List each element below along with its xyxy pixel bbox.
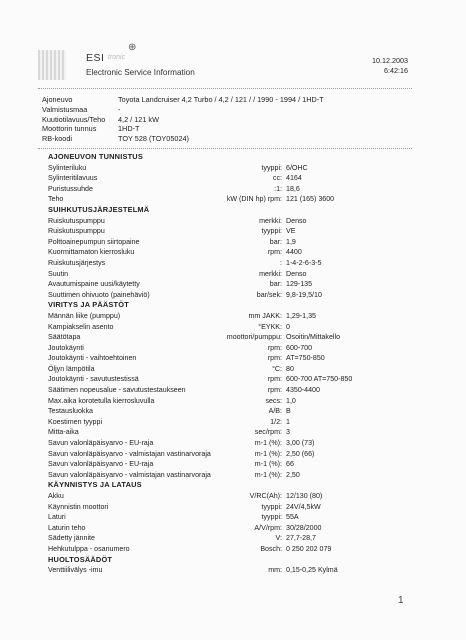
spec-unit: tyyppi:	[261, 227, 282, 236]
spec-label: Kuormittamaton kierrosluku	[48, 248, 135, 257]
spec-unit: tyyppi:	[261, 502, 282, 511]
spec-row	[48, 406, 388, 417]
header-time: 6:42:16	[384, 66, 408, 75]
page-number: 1	[398, 595, 404, 606]
vehicle-info-label: RB-koodi	[42, 134, 73, 144]
spec-unit: m-1 (%):	[254, 470, 282, 479]
spec-label: Joutokäynti	[48, 343, 84, 352]
vehicle-info-label: Moottorin tunnus	[42, 124, 97, 134]
spec-label: Teho	[48, 195, 64, 204]
spec-label: Joutokäynti - savutustestissä	[48, 375, 139, 384]
spec-value: 30/28/2000	[286, 523, 322, 532]
spec-row	[48, 353, 388, 364]
spec-row	[48, 544, 388, 555]
spec-row	[48, 512, 388, 523]
spec-table	[48, 152, 388, 576]
spec-unit: °C:	[272, 364, 282, 373]
spec-label: Ruiskutuspumppu	[48, 216, 105, 225]
spec-unit: A/B:	[268, 407, 282, 416]
spec-label: Männän liike (pumppu)	[48, 311, 121, 320]
vehicle-info-label: Kuutiotilavuus/Teho	[42, 114, 106, 124]
esi-logo-image	[38, 50, 66, 80]
spec-label: Puristussuhde	[48, 184, 93, 193]
vehicle-info-value: Toyota Landcruiser 4,2 Turbo / 4,2 / 121 / / 1990 - 1994 / 1HD-T	[118, 95, 324, 104]
spec-value: 2,50	[286, 470, 300, 479]
spec-value: Denso	[286, 269, 307, 278]
spec-unit: bar:	[269, 237, 282, 246]
vehicle-info-value: 1HD-T	[118, 124, 140, 134]
spec-value: 55A	[286, 513, 299, 522]
spec-value: 3	[286, 428, 290, 437]
spec-value: 1-4-2-6-3-5	[286, 258, 322, 267]
spec-label: Kampiakselin asento	[48, 322, 114, 331]
section-heading: VIRITYS JA PÄÄSTÖT	[48, 300, 129, 310]
spec-label: Polttoainepumpun siirtopaine	[48, 237, 140, 246]
spec-unit: tyyppi:	[261, 163, 282, 172]
spec-row	[48, 343, 388, 354]
spec-label: Koestimen tyyppi	[48, 417, 103, 426]
spec-unit: m-1 (%):	[254, 449, 282, 458]
section-heading: AJONEUVON TUNNISTUS	[48, 152, 143, 161]
spec-row	[48, 565, 388, 576]
spec-value: 66	[286, 460, 294, 469]
spec-label: Laturin teho	[48, 523, 86, 532]
vehicle-info-row	[42, 115, 324, 125]
spec-value: 4400	[286, 248, 302, 257]
spec-value: 129-135	[286, 280, 313, 289]
spec-value: 0,15-0,25 Kylmä	[286, 566, 338, 575]
spec-value: 1,0	[286, 396, 296, 405]
spec-row	[48, 470, 388, 481]
spec-label: Savun valonläpäisyarvo - EU-raja	[48, 460, 154, 469]
spec-value: 600-700 AT=750-850	[286, 375, 353, 384]
spec-value: VE	[286, 227, 296, 236]
vehicle-info-value: 4,2 / 121 kW	[118, 114, 159, 124]
spec-unit: rpm:	[267, 248, 282, 257]
spec-row	[48, 290, 388, 301]
spec-label: Ruiskutuspumppu	[48, 227, 105, 236]
spec-label: Hehkutulppa - osanumero	[48, 544, 130, 553]
spec-unit: merkki:	[259, 269, 282, 278]
spec-label: Sylinteriluku	[48, 163, 87, 172]
spec-unit: mm:	[268, 566, 282, 575]
spec-label: Savun valonläpäisyarvo - EU-raja	[48, 439, 154, 448]
spec-row	[48, 184, 388, 195]
spec-value: 9,8-19,5/10	[286, 290, 322, 299]
spec-unit: mm JAKK:	[248, 311, 282, 320]
spec-row	[48, 459, 388, 470]
spec-label: Sylinteritilavuus	[48, 174, 98, 183]
spec-row	[48, 502, 388, 513]
spec-row	[48, 173, 388, 184]
spec-row	[48, 332, 388, 343]
spec-value: 2,50 (66)	[286, 449, 315, 458]
header-divider	[38, 88, 412, 89]
vehicle-info-row	[42, 124, 324, 134]
spec-label: Mitta-aika	[48, 428, 79, 437]
spec-row	[48, 374, 388, 385]
spec-unit: kW (DIN hp) rpm:	[226, 195, 282, 204]
spec-unit: rpm:	[267, 343, 282, 352]
spec-unit: V:	[275, 534, 282, 543]
spec-label: Savun valonläpäisyarvo - valmistajan vastinarvoraja	[48, 449, 211, 458]
spec-unit: moottori/pumppu:	[226, 333, 282, 342]
spec-unit: bar/sek:	[256, 290, 282, 299]
spec-unit: secs:	[265, 396, 282, 405]
section-heading: SUIHKUTUSJÄRJESTELMÄ	[48, 204, 150, 214]
spec-unit: m-1 (%):	[254, 460, 282, 469]
spec-label: Suutin	[48, 269, 69, 278]
spec-unit: rpm:	[267, 354, 282, 363]
spec-row	[48, 237, 388, 248]
spec-row	[48, 226, 388, 237]
spec-value: B	[286, 407, 291, 416]
spec-value: 3,00 (73)	[286, 439, 315, 448]
spec-label: Säätimen nopeusalue - savutustestaukseen	[48, 386, 186, 395]
spec-unit: °EYKK:	[258, 322, 282, 331]
spec-label: Testausluokka	[48, 407, 93, 416]
header-datetime	[372, 56, 408, 76]
spec-row	[48, 216, 388, 227]
spec-value: 4164	[286, 174, 302, 183]
spec-label: Öljyn lämpötila	[48, 364, 95, 373]
spec-row	[48, 438, 388, 449]
spec-value: 6/OHC	[286, 163, 308, 172]
spec-value: Osoitin/Mittakello	[286, 333, 341, 342]
spec-row	[48, 258, 388, 269]
spec-value: 4350-4400	[286, 386, 320, 395]
spec-row	[48, 491, 388, 502]
spec-unit: Bosch:	[260, 544, 282, 553]
spec-row	[48, 396, 388, 407]
spec-row	[48, 523, 388, 534]
spec-row	[48, 247, 388, 258]
spec-value: 1	[286, 417, 290, 426]
spec-unit: :	[280, 258, 282, 267]
spec-unit: V/RC(Ah):	[249, 492, 282, 500]
spec-value: 0	[286, 322, 290, 331]
vehicle-info	[42, 95, 324, 144]
spec-unit: A/V/rpm:	[254, 523, 282, 532]
spec-row	[48, 427, 388, 438]
spec-unit: merkki:	[259, 216, 282, 225]
spec-label: Max.aika korotetulla kierrosluvulla	[48, 396, 155, 405]
spec-value: 0 250 202 079	[286, 544, 332, 553]
vehicle-info-row	[42, 105, 324, 115]
vehicle-info-label: Ajoneuvo	[42, 95, 73, 104]
logo-text: ESI	[86, 52, 105, 64]
spec-label: Akku	[48, 492, 64, 500]
spec-row	[48, 163, 388, 174]
spec-row	[48, 322, 388, 333]
spec-row	[48, 311, 388, 322]
spec-row	[48, 385, 388, 396]
vehicle-info-row	[42, 95, 324, 105]
spec-label: Säätötapa	[48, 333, 81, 342]
spec-label: Savun valonläpäisyarvo - valmistajan vastinarvoraja	[48, 470, 211, 479]
spec-value: 600-700	[286, 343, 313, 352]
spec-unit: sec/rpm:	[254, 428, 282, 437]
spec-value: AT=750-850	[286, 354, 325, 363]
spec-value: 18,6	[286, 184, 300, 193]
info-divider	[38, 148, 412, 149]
header-subtitle: Electronic Service Information	[86, 68, 195, 77]
spec-unit: :1:	[274, 184, 282, 193]
spec-value: 12/130 (80)	[286, 492, 323, 500]
bosch-logo-icon: ⊕	[128, 42, 137, 53]
spec-unit: tyyppi:	[261, 513, 282, 522]
spec-row	[48, 533, 388, 544]
spec-row	[48, 269, 388, 280]
spec-unit: rpm:	[267, 386, 282, 395]
section-heading: KÄYNNISTYS JA LATAUS	[48, 480, 142, 490]
spec-value: 121 (165) 3600	[286, 195, 335, 204]
spec-label: Ruiskutusjärjestys	[48, 258, 106, 267]
spec-value: Denso	[286, 216, 307, 225]
vehicle-info-value: -	[118, 104, 121, 114]
spec-label: Joutokäynti - vaihtoehtoinen	[48, 354, 137, 363]
spec-unit: m-1 (%):	[254, 439, 282, 448]
spec-value: 27,7-28,7	[286, 534, 316, 543]
spec-unit: 1/2:	[270, 417, 282, 426]
spec-row	[48, 449, 388, 460]
spec-unit: rpm:	[267, 375, 282, 384]
section-heading: HUOLTOSÄÄDÖT	[48, 554, 113, 564]
vehicle-info-row	[42, 134, 324, 144]
spec-value: 1,9	[286, 237, 296, 246]
vehicle-info-label: Valmistusmaa	[42, 104, 88, 114]
spec-value: 1,29-1,35	[286, 311, 316, 320]
spec-label: Avautumispaine uusi/käytetty	[48, 280, 140, 289]
spec-label: Käynnistin moottori	[48, 502, 109, 511]
spec-row	[48, 194, 388, 205]
spec-label: Venttiilivälys -imu	[48, 566, 103, 575]
header-date: 10.12.2003	[372, 56, 408, 65]
spec-row	[48, 279, 388, 290]
spec-unit: cc:	[272, 174, 282, 183]
spec-row	[48, 364, 388, 375]
spec-row	[48, 417, 388, 428]
spec-label: Laturi	[48, 513, 66, 522]
vehicle-info-value: TOY 528 (TOY05024)	[118, 134, 189, 144]
spec-label: Suuttimen ohivuoto (painehäviö)	[48, 290, 150, 299]
spec-value: 24V/4,5kW	[286, 502, 321, 511]
spec-unit: bar:	[269, 280, 282, 289]
spec-label: Sädetty jännite	[48, 534, 95, 543]
spec-value: 80	[286, 364, 294, 373]
logo-watermark: tronic	[108, 54, 126, 61]
